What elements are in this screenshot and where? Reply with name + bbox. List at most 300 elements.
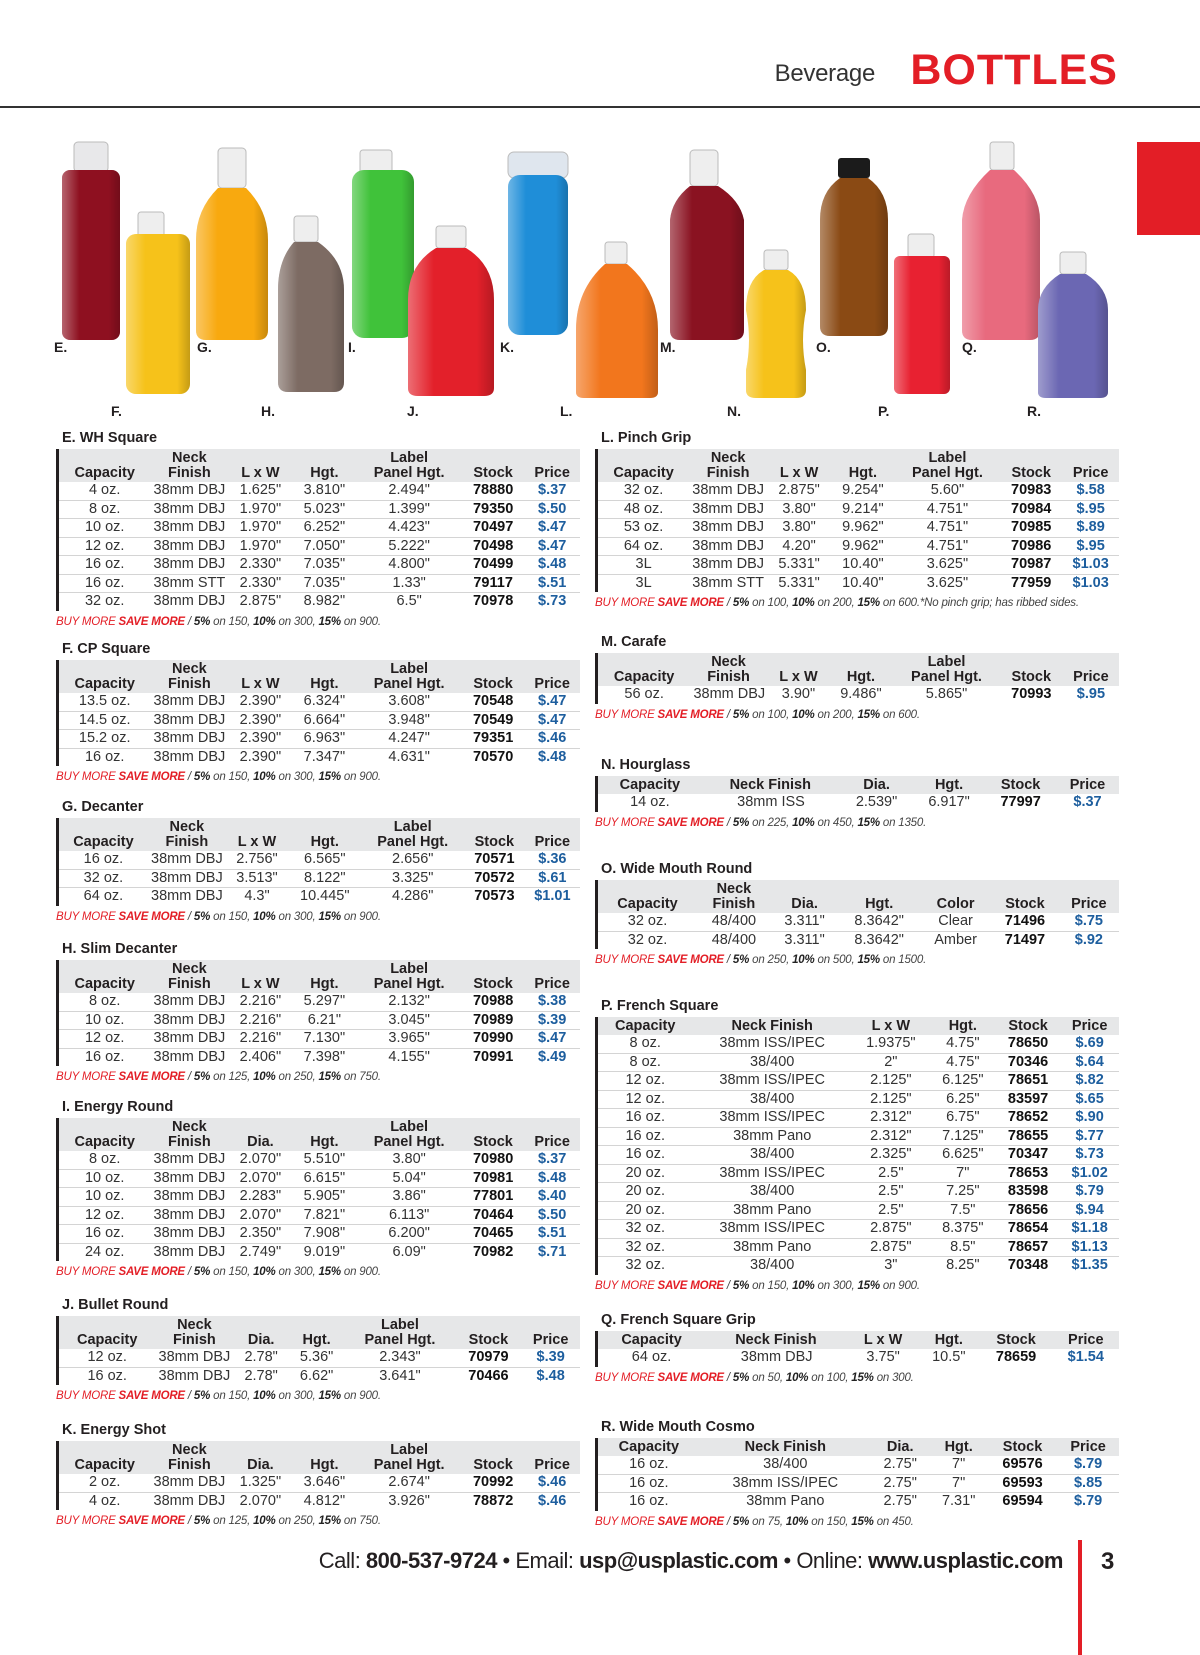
table-cell: 1.325" <box>228 1474 292 1492</box>
stock-number[interactable]: 70993 <box>1011 686 1052 702</box>
table-title: K. Energy Shot <box>62 1422 166 1438</box>
table-cell: 2.78" <box>233 1349 288 1367</box>
table-cell: 7.25" <box>930 1183 996 1202</box>
price-cell: $.48 <box>536 1367 565 1384</box>
table-cell: 2.749" <box>239 1243 282 1260</box>
note-text: / <box>184 771 194 783</box>
note-text: 5% <box>193 771 211 783</box>
stock-number[interactable]: 70498 <box>462 537 524 556</box>
table-cell: 6.113" <box>356 1206 462 1225</box>
stock-number[interactable]: 70570 <box>472 748 514 765</box>
price-cell: $.37 <box>1073 794 1102 810</box>
note-text: on 450, <box>814 816 858 829</box>
stock-number[interactable]: 83598 <box>996 1183 1061 1202</box>
table-n <box>595 755 1119 829</box>
table-cell: 38mm DBJ <box>150 693 228 711</box>
table-cell: 38/400 <box>700 1456 871 1474</box>
table-row <box>58 851 581 869</box>
column-header: Price <box>524 449 580 482</box>
table-cell: 6.62" <box>299 1367 334 1384</box>
note-text: BUY MORE <box>56 615 119 628</box>
spec-table <box>595 880 1119 949</box>
note-text: 5% <box>193 1071 211 1083</box>
table-cell: 38mm DBJ <box>150 1188 228 1207</box>
bulk-discount-note <box>595 817 1119 829</box>
note-text: BUY MORE <box>56 771 119 783</box>
stock-number[interactable]: 69593 <box>988 1474 1057 1493</box>
note-text: on 1350. <box>879 816 927 829</box>
stock-number[interactable]: 70979 <box>456 1349 522 1367</box>
table-cell: 2.330" <box>228 574 292 593</box>
table-cell: 2.390" <box>239 748 282 765</box>
price-cell: $.79 <box>1057 1456 1119 1474</box>
table-header-row <box>58 660 581 693</box>
note-text: on 900. <box>340 1266 381 1278</box>
stock-number[interactable]: 78650 <box>996 1035 1061 1053</box>
stock-number[interactable]: 77959 <box>1011 574 1052 591</box>
stock-number[interactable]: 70346 <box>996 1053 1061 1072</box>
note-text: on 500, <box>814 954 858 966</box>
table-cell: 38mm DBJ <box>148 869 226 888</box>
table-cell: 2.390" <box>228 730 292 749</box>
note-text: on 900. <box>340 771 381 783</box>
table-cell: 7.5" <box>930 1201 996 1220</box>
table-cell: 12 oz. <box>58 1206 151 1225</box>
photo-label-r: R. <box>1027 403 1041 419</box>
table-cell: 16 oz. <box>84 1048 125 1065</box>
stock-number[interactable]: 78872 <box>472 1492 514 1509</box>
note-text: 5% <box>732 816 750 829</box>
column-header: Stock <box>462 449 524 482</box>
table-row <box>597 1035 1120 1053</box>
table-cell: 2.539" <box>855 794 898 810</box>
table-cell: 3.80" <box>767 519 831 538</box>
stock-number[interactable]: 78880 <box>462 482 524 500</box>
spec-table <box>595 1331 1119 1367</box>
table-cell: 38mm DBJ <box>153 1243 226 1260</box>
table-header-row <box>597 449 1120 482</box>
column-header: Stock <box>985 776 1056 794</box>
stock-number[interactable]: 70499 <box>462 556 524 575</box>
table-cell: 9.962" <box>831 519 895 538</box>
table-row <box>597 1090 1120 1109</box>
table-cell: 38mm ISS/IPEC <box>692 1035 851 1053</box>
table-cell: 2.875" <box>852 1238 930 1257</box>
note-text: 10% <box>785 1515 809 1528</box>
note-text: on 300. <box>873 1371 914 1384</box>
column-header: Price <box>1053 1331 1119 1349</box>
table-cell: 3.625" <box>926 574 969 591</box>
stock-number[interactable]: 70989 <box>462 1011 524 1030</box>
column-header: Label Panel Hgt. <box>356 1118 462 1151</box>
table-cell: 7.347" <box>303 748 346 765</box>
bottles-photo <box>0 130 1120 422</box>
stock-number[interactable]: 70497 <box>462 519 524 538</box>
table-cell: 13.5 oz. <box>58 693 151 711</box>
table-cell: 38mm DBJ <box>158 1367 231 1384</box>
table-cell: 2.75" <box>883 1493 917 1509</box>
table-cell: 32 oz. <box>597 1238 693 1257</box>
note-text: 15% <box>857 1279 880 1292</box>
column-header: Capacity <box>58 1118 151 1151</box>
table-cell: 38/400 <box>692 1053 851 1072</box>
table-cell: 8.3642" <box>854 931 904 948</box>
table-title: N. Hourglass <box>601 757 691 773</box>
table-cell: 6.664" <box>292 711 356 730</box>
stock-number[interactable]: 70987 <box>1000 556 1062 575</box>
table-title: E. WH Square <box>62 430 158 446</box>
table-cell: 14.5 oz. <box>58 711 151 730</box>
bulk-discount-note <box>56 1266 580 1278</box>
table-cell: 2 oz. <box>58 1474 151 1492</box>
bulk-discount-note <box>56 1515 580 1527</box>
price-cell: $.36 <box>525 851 580 869</box>
note-text: 15% <box>857 708 880 721</box>
table-row <box>58 1225 581 1244</box>
stock-number[interactable]: 79350 <box>462 500 524 519</box>
table-cell: 5.865" <box>925 686 968 702</box>
stock-number[interactable]: 70981 <box>462 1169 524 1188</box>
stock-number[interactable]: 70992 <box>462 1474 524 1492</box>
column-header: Price <box>1059 880 1119 913</box>
note-text: 15% <box>318 1071 341 1083</box>
stock-number[interactable]: 70348 <box>1007 1257 1049 1273</box>
table-cell: 48/400 <box>697 913 771 931</box>
table-cell: 3.045" <box>356 1011 462 1030</box>
table-row <box>58 519 581 538</box>
column-header: Capacity <box>597 880 698 913</box>
note-text: / <box>184 1515 194 1527</box>
note-text: on 100, <box>808 1371 852 1384</box>
stock-number[interactable]: 69594 <box>1002 1493 1043 1509</box>
table-row <box>597 1257 1120 1275</box>
table-cell: 3.646" <box>292 1474 356 1492</box>
stock-number[interactable]: 71497 <box>1004 931 1046 948</box>
note-text: 10% <box>792 597 815 609</box>
price-cell: $.79 <box>1073 1493 1103 1509</box>
price-cell: $.79 <box>1060 1183 1119 1202</box>
table-header-row <box>58 818 581 851</box>
price-cell: $1.13 <box>1060 1238 1119 1257</box>
price-cell: $1.03 <box>1062 556 1119 575</box>
note-text: BUY MORE <box>56 1071 119 1083</box>
column-header: Hgt. <box>292 449 356 482</box>
table-header-row <box>597 653 1120 686</box>
table-row <box>58 1011 581 1030</box>
stock-number[interactable]: 70985 <box>1000 519 1062 538</box>
note-text: 15% <box>851 1515 874 1528</box>
table-row <box>597 1164 1120 1183</box>
table-cell: 3L <box>635 574 652 591</box>
spec-table <box>56 1441 580 1510</box>
stock-number[interactable]: 70573 <box>474 888 515 904</box>
table-cell: 2.494" <box>356 482 462 500</box>
note-text: on 150, <box>210 1266 254 1278</box>
stock-number[interactable]: 79351 <box>462 730 524 749</box>
header-divider <box>0 106 1200 108</box>
note-text: SAVE MORE <box>657 597 724 609</box>
column-header: Price <box>524 960 580 993</box>
footer-phone[interactable]: 800-537-9724 <box>365 1548 497 1573</box>
price-cell: $1.35 <box>1071 1257 1108 1273</box>
table-row <box>58 1206 581 1225</box>
table-cell: 9.019" <box>303 1243 346 1260</box>
table-row <box>58 1243 581 1261</box>
table-title: G. Decanter <box>62 799 144 815</box>
price-cell: $.47 <box>524 693 580 711</box>
table-header-row <box>597 1017 1120 1035</box>
table-cell: 38mm DBJ <box>689 482 767 500</box>
table-cell: 5.331" <box>778 574 820 591</box>
table-row <box>597 1456 1120 1474</box>
table-cell: 10 oz. <box>58 1188 151 1207</box>
table-cell: 16 oz. <box>597 1456 700 1474</box>
table-row <box>597 1146 1120 1165</box>
price-cell: $.40 <box>524 1188 580 1207</box>
table-row <box>597 1201 1120 1220</box>
note-text: 5% <box>732 597 750 609</box>
table-cell: 38mm DBJ <box>689 500 767 519</box>
stock-number[interactable]: 70464 <box>462 1206 524 1225</box>
stock-number[interactable]: 70465 <box>462 1225 524 1244</box>
bulk-discount-note <box>56 1390 580 1402</box>
table-e <box>56 428 580 628</box>
table-row <box>58 993 581 1011</box>
table-title: J. Bullet Round <box>62 1297 169 1313</box>
price-cell: $.46 <box>524 730 580 749</box>
note-text: on 300, <box>275 1266 319 1278</box>
table-cell: 3.86" <box>356 1188 462 1207</box>
spec-table <box>595 1017 1119 1275</box>
bulk-discount-note <box>595 709 1119 721</box>
table-cell: 6.324" <box>292 693 356 711</box>
table-cell: 2.875" <box>239 593 282 609</box>
stock-number[interactable]: 79117 <box>462 574 524 593</box>
table-cell: 3.513" <box>226 869 288 888</box>
table-cell: 15.2 oz. <box>58 730 151 749</box>
table-cell: 6.125" <box>930 1072 996 1091</box>
stock-number[interactable]: 71496 <box>991 913 1059 931</box>
stock-number[interactable]: 78653 <box>996 1164 1061 1183</box>
price-cell: $1.01 <box>534 888 571 904</box>
bottle-e-image <box>62 142 120 340</box>
table-cell: 20 oz. <box>597 1183 693 1202</box>
price-cell: $.73 <box>1060 1146 1119 1165</box>
note-text: on 300, <box>275 1390 319 1402</box>
table-cell: 32 oz. <box>84 593 125 609</box>
table-k <box>56 1420 580 1527</box>
stock-number[interactable]: 70990 <box>462 1030 524 1049</box>
table-cell: 10 oz. <box>58 1011 151 1030</box>
stock-number[interactable]: 78651 <box>996 1072 1061 1091</box>
note-text: on 250, <box>749 954 793 966</box>
table-cell: 38mm DBJ <box>689 556 767 575</box>
note-text: 10% <box>785 1371 809 1384</box>
stock-number[interactable]: 70347 <box>996 1146 1061 1165</box>
table-cell: 6.75" <box>930 1109 996 1128</box>
stock-number[interactable]: 69576 <box>988 1456 1057 1474</box>
table-title: L. Pinch Grip <box>601 430 692 446</box>
table-row <box>58 593 581 611</box>
table-cell: 9.214" <box>831 500 895 519</box>
table-cell: 2.343" <box>344 1349 455 1367</box>
table-cell: 2.390" <box>228 693 292 711</box>
column-header: L x W <box>226 818 288 851</box>
note-text: on 150, <box>749 1279 793 1292</box>
column-header: Hgt. <box>831 449 895 482</box>
note-text: on 900. <box>340 1390 381 1402</box>
stock-number[interactable]: 70548 <box>462 693 524 711</box>
price-cell: $.47 <box>524 711 580 730</box>
note-text: on 100, <box>749 708 793 721</box>
table-cell: 2.330" <box>228 556 292 575</box>
table-row <box>597 1474 1120 1493</box>
table-cell: 5.297" <box>292 993 356 1011</box>
price-cell: $.95 <box>1062 500 1119 519</box>
column-header: Neck Finish <box>700 1438 871 1456</box>
table-cell: 2.75" <box>871 1456 929 1474</box>
table-cell: 38mm DBJ <box>150 519 228 538</box>
table-cell: 38mm ISS/IPEC <box>692 1220 851 1239</box>
table-cell: 38mm DBJ <box>153 748 226 765</box>
stock-number[interactable]: 70982 <box>472 1243 514 1260</box>
table-cell: 38mm DBJ <box>689 519 767 538</box>
table-cell: 8 oz. <box>58 1151 151 1169</box>
footer-website[interactable]: www.usplastic.com <box>868 1548 1063 1573</box>
column-header: Label Panel Hgt. <box>893 653 1000 686</box>
table-cell: 3.965" <box>356 1030 462 1049</box>
table-cell: 8 oz. <box>597 1053 693 1072</box>
table-cell: 5.510" <box>292 1151 356 1169</box>
note-text: 15% <box>318 1266 341 1278</box>
column-header: Hgt. <box>918 1331 980 1349</box>
table-cell: 38mm ISS/IPEC <box>700 1474 871 1493</box>
table-row <box>58 730 581 749</box>
page-title: BOTTLES <box>910 46 1118 94</box>
note-text: on 900. <box>340 910 381 923</box>
table-cell: 7.398" <box>303 1048 346 1065</box>
stock-number[interactable]: 78654 <box>996 1220 1061 1239</box>
table-cell: 6.565" <box>288 851 361 869</box>
stock-number[interactable]: 77997 <box>1000 794 1041 810</box>
spec-table <box>595 776 1119 812</box>
price-cell: $.75 <box>1059 913 1119 931</box>
table-cell: 2.5" <box>852 1183 930 1202</box>
table-cell: 38mm DBJ <box>150 556 228 575</box>
table-cell: 7" <box>929 1474 987 1493</box>
stock-number[interactable]: 77801 <box>462 1188 524 1207</box>
price-cell: $.48 <box>538 748 567 765</box>
stock-number[interactable]: 70466 <box>468 1367 509 1384</box>
price-cell: $.64 <box>1060 1053 1119 1072</box>
column-header: Label Panel Hgt. <box>356 1441 462 1474</box>
table-cell: 1.970" <box>228 500 292 519</box>
spec-table <box>56 1316 580 1385</box>
column-header: Label Panel Hgt. <box>356 449 462 482</box>
table-title: P. French Square <box>601 998 719 1014</box>
table-cell: 7.125" <box>930 1127 996 1146</box>
stock-number[interactable]: 70991 <box>472 1048 514 1065</box>
note-text: 5% <box>732 1279 750 1292</box>
note-text: BUY MORE <box>595 816 658 829</box>
stock-number[interactable]: 70983 <box>1000 482 1062 500</box>
stock-number[interactable]: 70988 <box>462 993 524 1011</box>
note-text: SAVE MORE <box>657 1371 724 1384</box>
table-cell: 5.04" <box>356 1169 462 1188</box>
stock-number[interactable]: 70984 <box>1000 500 1062 519</box>
note-text: / <box>184 1390 194 1402</box>
table-cell: 1.33" <box>356 574 462 593</box>
page-number: 3 <box>1101 1548 1115 1575</box>
table-cell: 4.75" <box>930 1035 996 1053</box>
stock-number[interactable]: 70978 <box>472 593 514 609</box>
table-cell: 38mm DBJ <box>150 1030 228 1049</box>
note-text: on 600. <box>879 708 920 721</box>
column-header: Capacity <box>597 653 691 686</box>
stock-number[interactable]: 78652 <box>996 1109 1061 1128</box>
table-cell: 38mm Pano <box>746 1493 825 1509</box>
table-cell: 3.641" <box>379 1367 421 1384</box>
stock-number[interactable]: 70571 <box>464 851 525 869</box>
stock-number[interactable]: 78659 <box>995 1349 1037 1365</box>
table-cell: 56 oz. <box>624 686 664 702</box>
table-cell: 3.325" <box>361 869 464 888</box>
footer-email[interactable]: usp@usplastic.com <box>579 1548 778 1573</box>
column-header: Hgt. <box>288 818 361 851</box>
column-header: Stock <box>462 960 524 993</box>
note-text: 10% <box>253 1390 276 1402</box>
column-header: Capacity <box>597 1331 706 1349</box>
note-text: BUY MORE <box>595 1279 658 1292</box>
table-cell: 38mm DBJ <box>150 711 228 730</box>
bulk-discount-note <box>595 954 1119 966</box>
stock-number[interactable]: 70980 <box>462 1151 524 1169</box>
column-header: Dia. <box>228 1441 292 1474</box>
stock-number[interactable]: 70549 <box>462 711 524 730</box>
table-row <box>58 500 581 519</box>
bulk-discount-note <box>56 1071 580 1083</box>
table-row <box>58 1030 581 1049</box>
note-text: 5% <box>193 910 211 923</box>
bulk-discount-note <box>595 1372 1119 1384</box>
table-cell: 6.625" <box>930 1146 996 1165</box>
photo-label-f: F. <box>111 403 122 419</box>
price-cell: $.47 <box>524 519 580 538</box>
table-title: Q. French Square Grip <box>601 1312 756 1328</box>
stock-number[interactable]: 70572 <box>464 869 525 888</box>
stock-number[interactable]: 83597 <box>996 1090 1061 1109</box>
stock-number[interactable]: 78656 <box>996 1201 1061 1220</box>
column-header: Hgt. <box>292 1118 356 1151</box>
table-cell: 6.917" <box>928 794 970 810</box>
column-header: Stock <box>462 1118 524 1151</box>
stock-number[interactable]: 78657 <box>996 1238 1061 1257</box>
table-cell: 38mm DBJ <box>150 1169 228 1188</box>
stock-number[interactable]: 78655 <box>996 1127 1061 1146</box>
table-cell: 2.875" <box>767 482 831 500</box>
table-title: R. Wide Mouth Cosmo <box>601 1419 755 1435</box>
note-text: SAVE MORE <box>118 1071 185 1083</box>
table-cell: 6.5" <box>396 593 422 609</box>
column-header: Stock <box>456 1316 522 1349</box>
table-cell: 1.970" <box>228 537 292 556</box>
stock-number[interactable]: 70986 <box>1000 537 1062 556</box>
table-row <box>58 1169 581 1188</box>
bottle-n-image <box>746 250 806 398</box>
table-cell: 6.963" <box>292 730 356 749</box>
note-text: on 150, <box>210 771 254 783</box>
table-cell: 4 oz. <box>58 482 151 500</box>
